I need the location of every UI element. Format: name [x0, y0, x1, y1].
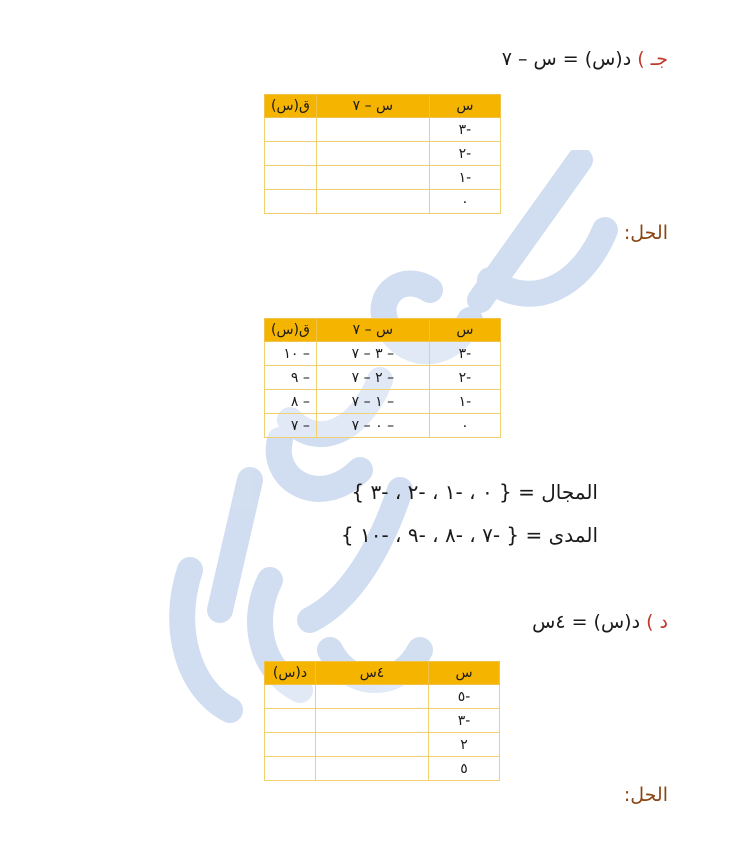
x-cell: -٥ [429, 685, 500, 709]
blank-cell[interactable] [316, 757, 429, 781]
header-function: ق(س) [265, 319, 317, 342]
x-cell: ٥ [429, 757, 500, 781]
blank-cell[interactable] [265, 757, 316, 781]
blank-cell[interactable] [316, 709, 429, 733]
x-cell: -٢ [429, 366, 500, 390]
part-d-label: د ) [646, 611, 668, 633]
header-expression: س – ٧ [316, 319, 429, 342]
x-cell: -٣ [429, 709, 500, 733]
table-row [265, 342, 501, 366]
table-row [265, 733, 500, 757]
part-c-equation: د(س) = س – ٧ [501, 48, 632, 70]
x-cell: -١ [429, 166, 500, 190]
table-row [265, 709, 500, 733]
blank-cell[interactable] [265, 685, 316, 709]
blank-cell[interactable] [265, 190, 317, 214]
part-d-heading [532, 609, 668, 635]
result-cell: – ٨ [265, 390, 317, 414]
header-x: س [429, 319, 500, 342]
x-cell: -٢ [429, 142, 500, 166]
blank-cell[interactable] [316, 166, 429, 190]
table-row [265, 390, 501, 414]
range-statement: المدى = { -٧ ، -٨ ، -٩ ، -١٠ } [340, 523, 598, 547]
blank-cell[interactable] [316, 190, 429, 214]
table-row [265, 142, 501, 166]
blank-cell[interactable] [265, 733, 316, 757]
table-row [265, 685, 500, 709]
blank-cell[interactable] [265, 118, 317, 142]
header-function: ق(س) [265, 95, 317, 118]
blank-cell[interactable] [265, 166, 317, 190]
blank-cell[interactable] [316, 733, 429, 757]
expression-cell: – ١ – ٧ [316, 390, 429, 414]
x-cell: ٠ [429, 414, 500, 438]
part-c-label: جـ ) [637, 48, 668, 70]
header-x: س [429, 662, 500, 685]
header-expression: س – ٧ [316, 95, 429, 118]
result-cell: – ٩ [265, 366, 317, 390]
x-cell: -١ [429, 390, 500, 414]
table-row [265, 366, 501, 390]
part-c-solved-table [264, 318, 501, 438]
part-c-empty-table [264, 94, 501, 214]
x-cell: -٣ [429, 342, 500, 366]
table-row [265, 414, 501, 438]
x-cell: -٣ [429, 118, 500, 142]
header-x: س [429, 95, 500, 118]
header-function: د(س) [265, 662, 316, 685]
domain-statement: المجال = { ٠ ، -١ ، -٢ ، -٣ } [351, 480, 598, 504]
table-row [265, 118, 501, 142]
expression-cell: – ٢ – ٧ [316, 366, 429, 390]
header-expression: ٤س [316, 662, 429, 685]
x-cell: ٢ [429, 733, 500, 757]
part-c-heading [502, 46, 668, 72]
watermark-signature [150, 150, 630, 750]
part-d-empty-table [264, 661, 500, 781]
blank-cell[interactable] [316, 118, 429, 142]
table-row [265, 757, 500, 781]
result-cell: – ١٠ [265, 342, 317, 366]
part-c-solution-label: الحل: [623, 222, 668, 244]
expression-cell: – ٣ – ٧ [316, 342, 429, 366]
blank-cell[interactable] [316, 685, 429, 709]
result-cell: – ٧ [265, 414, 317, 438]
table-row [265, 190, 501, 214]
blank-cell[interactable] [316, 142, 429, 166]
part-d-solution-label: الحل: [623, 784, 668, 806]
blank-cell[interactable] [265, 709, 316, 733]
blank-cell[interactable] [265, 142, 317, 166]
table-row [265, 166, 501, 190]
part-d-equation: د(س) = ٤س [532, 611, 641, 633]
expression-cell: – ٠ – ٧ [316, 414, 429, 438]
x-cell: ٠ [429, 190, 500, 214]
